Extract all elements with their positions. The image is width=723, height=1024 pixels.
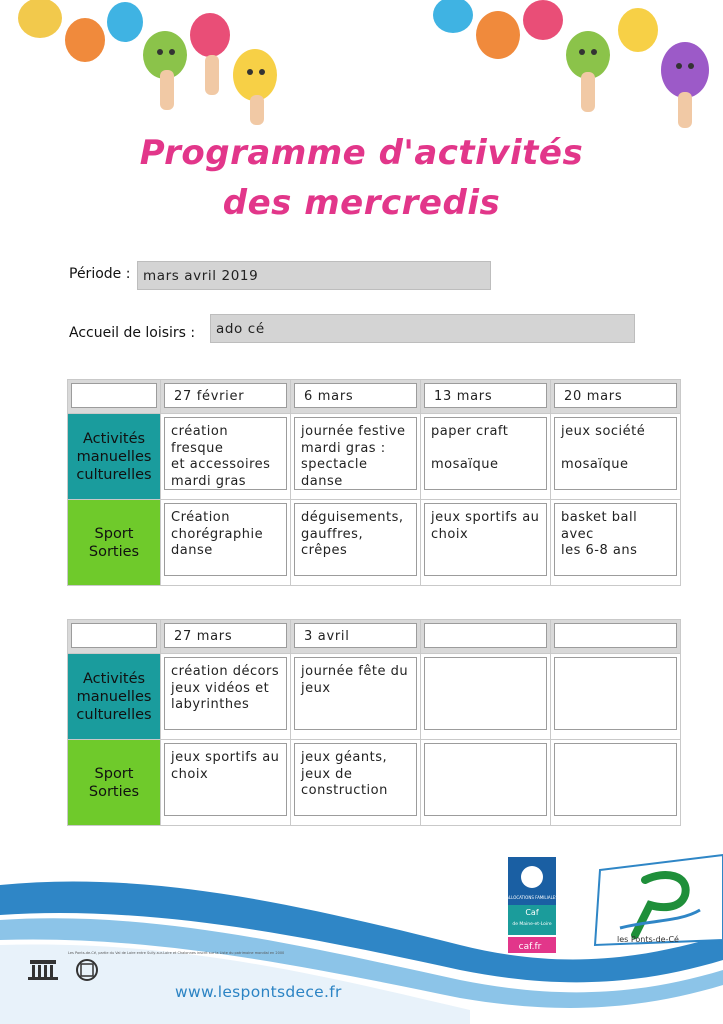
category-activites: Activités manuelles culturelles <box>68 414 161 500</box>
sport-cell[interactable]: Création chorégraphie danse <box>164 503 287 576</box>
ponts-de-ce-logo <box>590 850 723 950</box>
sport-cell[interactable]: basket ball avec les 6-8 ans <box>554 503 677 576</box>
activity-cell[interactable] <box>424 657 547 730</box>
painted-hands-left-image <box>0 0 300 125</box>
date-field[interactable] <box>424 623 547 648</box>
accueil-field[interactable]: ado cé <box>210 314 635 343</box>
sport-cell[interactable]: déguisements, gauffres, crêpes <box>294 503 417 576</box>
date-field[interactable]: 6 mars <box>294 383 417 408</box>
activity-cell[interactable]: jeux société mosaïque <box>554 417 677 490</box>
caf-logo <box>508 857 556 957</box>
sport-cell[interactable] <box>424 743 547 816</box>
sport-cell[interactable]: jeux géants, jeux de construction <box>294 743 417 816</box>
caf-label-site: caf.fr <box>518 942 542 952</box>
date-field[interactable]: 13 mars <box>424 383 547 408</box>
date-field[interactable]: 27 mars <box>164 623 287 648</box>
activity-cell[interactable]: création décors jeux vidéos et labyrinthes <box>164 657 287 730</box>
caf-label-allocations: ALLOCATIONS FAMILIALES <box>506 895 558 900</box>
schedule-table-1 <box>67 379 681 586</box>
caf-label-caf: Caf <box>525 908 539 917</box>
activity-cell[interactable]: création fresque et accessoires mardi gras <box>164 417 287 490</box>
accueil-label: Accueil de loisirs : <box>69 325 196 341</box>
date-field[interactable]: 27 février <box>164 383 287 408</box>
page-title-line1: Programme d'activités <box>139 133 584 173</box>
unesco-caption: Les Ponts-de-Cé, partie du Val de Loire entre Sully-sur-Loire et Chalonnes inscrit sur la Liste du patrimoine mondial en 2000 <box>68 951 285 955</box>
activity-cell[interactable] <box>554 657 677 730</box>
schedule-table-2 <box>67 619 681 826</box>
ponts-logo-label: les Ponts-de-Cé <box>617 935 679 944</box>
date-field[interactable]: 20 mars <box>554 383 677 408</box>
sport-cell[interactable] <box>554 743 677 816</box>
date-field[interactable] <box>71 623 157 648</box>
caf-label-region: de Maine-et-Loire <box>512 922 552 927</box>
periode-field[interactable]: mars avril 2019 <box>137 261 491 290</box>
date-field[interactable] <box>554 623 677 648</box>
website-link[interactable]: www.lespontsdece.fr <box>175 983 342 1001</box>
category-sport: Sport Sorties <box>68 500 161 586</box>
periode-label: Période : <box>69 266 131 282</box>
date-field[interactable]: 3 avril <box>294 623 417 648</box>
date-field[interactable] <box>71 383 157 408</box>
page-title-line2: des mercredis <box>222 183 501 223</box>
sport-cell[interactable]: jeux sportifs au choix <box>164 743 287 816</box>
activity-cell[interactable]: paper craft mosaïque <box>424 417 547 490</box>
painted-hands-right-image <box>423 0 723 130</box>
category-sport: Sport Sorties <box>68 740 161 826</box>
sport-cell[interactable]: jeux sportifs au choix <box>424 503 547 576</box>
activity-cell[interactable]: journée festive mardi gras : spectacle danse <box>294 417 417 490</box>
category-activites: Activités manuelles culturelles <box>68 654 161 740</box>
activity-cell[interactable]: journée fête du jeux <box>294 657 417 730</box>
